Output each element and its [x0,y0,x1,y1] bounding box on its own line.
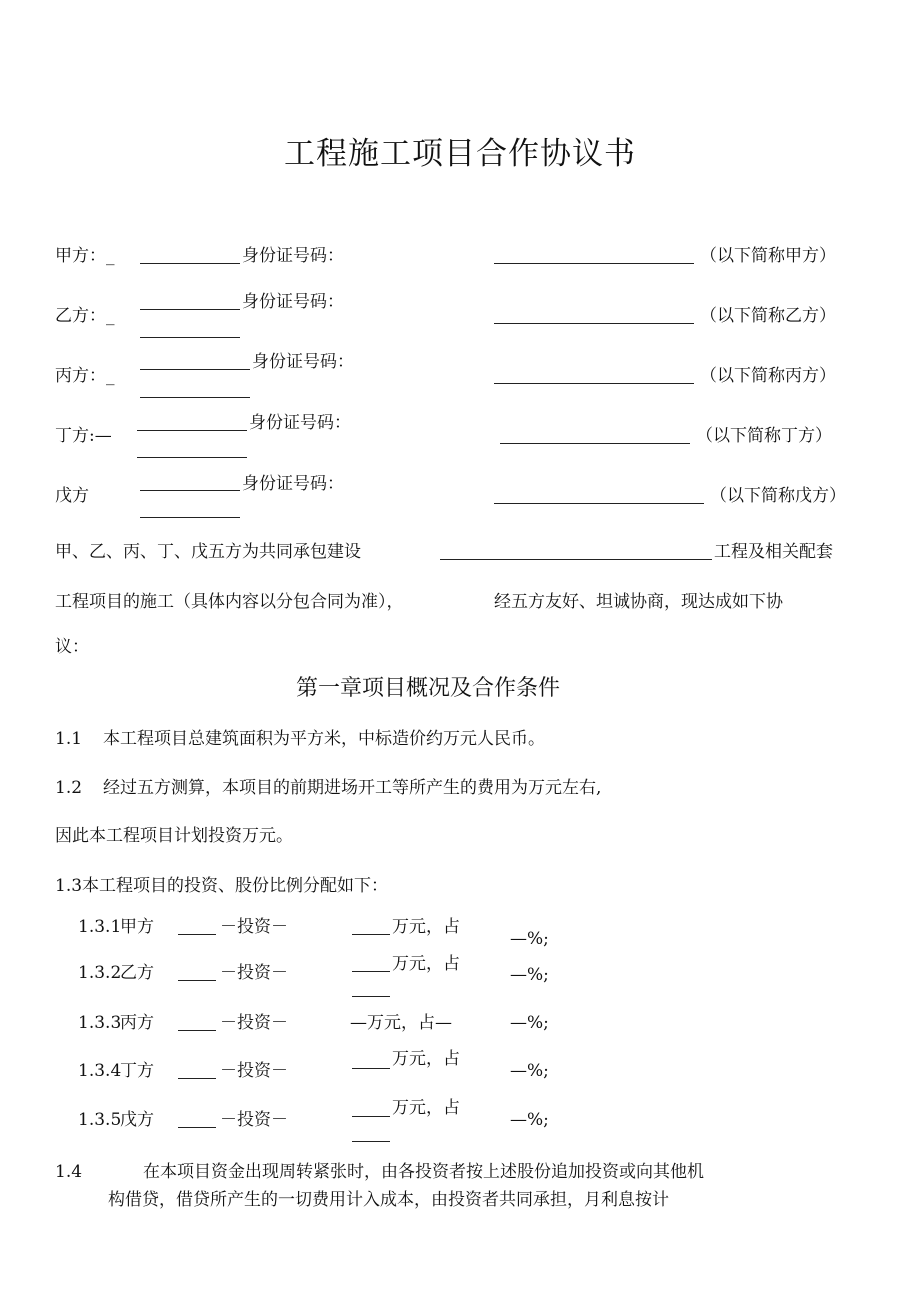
clause-1-3-1-invest-label: －投资－ [220,917,288,937]
clause-1-3-2-amount-blank-low [352,996,390,997]
party-c-name-blank [140,397,250,398]
party-d-id-label: 身份证号码： [249,413,351,433]
intro-line1-start: 甲、乙、丙、丁、戊五方为共同承包建设 [55,542,361,562]
intro-line1-end: 工程及相关配套 [714,542,833,562]
clause-1-3-5-amount-blank [352,1116,390,1117]
document-title: 工程施工项目合作协议书 [284,136,636,172]
clause-1-3-text: 1.3本工程项目的投资、股份比例分配如下： [55,876,389,896]
clause-1-3-2-invest-label: －投资－ [220,963,288,983]
clause-1-3-3-party: 丙方 [120,1013,154,1033]
clause-1-3-3-number: 1.3.3 [78,1013,122,1033]
clause-1-3-5-party: 戊方 [120,1110,154,1130]
clause-1-3-5-amount-blank-low [352,1141,390,1142]
clause-1-3-4-number: 1.3.4 [78,1061,122,1081]
clause-1-3-2-amount-blank [352,971,390,972]
clause-1-3-1-percent: —%; [510,929,549,949]
clause-1-3-5-blank [178,1127,216,1128]
clause-1-3-1-number: 1.3.1 [78,917,122,937]
clause-1-3-5-invest-label: －投资－ [220,1110,288,1130]
party-a-id-blank [494,263,694,264]
clause-1-4-number: 1.4 [55,1162,83,1182]
party-b-name-blank [140,337,240,338]
party-a-label: 甲方：_ [55,246,115,266]
party-e-id-label: 身份证号码： [242,474,344,494]
party-b-label: 乙方：_ [55,306,115,326]
clause-1-3-1-amount-blank [352,934,390,935]
party-d-name-blank-top [137,430,247,431]
party-b-id-label: 身份证号码： [242,292,344,312]
clause-1-3-3-blank [178,1030,216,1031]
clause-1-4-text: 在本项目资金出现周转紧张时，由各投资者按上述股份追加投资或向其他机 [143,1162,704,1182]
party-e-alias: （以下简称戊方） [710,486,846,506]
clause-1-3-3-invest-label: －投资－ [220,1013,288,1033]
clause-1-3-3-percent: —%; [510,1013,549,1033]
clause-1-3-2-percent: —%; [510,965,549,985]
clause-1-3-3-amount-label: —万元，占— [350,1013,452,1033]
party-c-id-blank [494,383,694,384]
party-d-id-blank [500,443,690,444]
intro-line2-start: 工程项目的施工（具体内容以分包合同为准）， [55,592,404,612]
party-c-id-label: 身份证号码： [252,352,354,372]
clause-1-2-continued: 因此本工程项目计划投资万元。 [55,826,293,846]
clause-1-3-1-amount-label: 万元，占 [392,917,460,937]
party-d-name-blank [137,457,247,458]
clause-1-3-1-party: 甲方 [120,917,154,937]
chapter-1-title: 第一章项目概况及合作条件 [295,676,560,701]
clause-1-1-number: 1.1 [55,729,83,749]
clause-1-3-4-invest-label: －投资－ [220,1061,288,1081]
party-e-id-blank [494,503,704,504]
party-d-alias: （以下简称丁方） [696,426,832,446]
clause-1-3-5-percent: —%; [510,1110,549,1130]
party-b-name-blank-top [140,309,240,310]
party-b-id-blank [494,323,694,324]
party-e-name-blank [140,517,240,518]
clause-1-3-2-blank [178,980,216,981]
project-name-blank [440,559,712,560]
clause-1-3-2-party: 乙方 [120,963,154,983]
party-e-label: 戊方 [55,486,89,506]
clause-1-3-4-blank [178,1078,216,1079]
clause-1-3-2-amount-label: 万元，占 [392,954,460,974]
party-d-label: 丁方:— [55,426,112,446]
party-c-name-blank-top [140,369,250,370]
intro-line3: 议： [55,637,89,657]
clause-1-3-4-amount-blank [352,1068,390,1069]
party-a-name-blank [140,263,240,264]
party-b-alias: （以下简称乙方） [700,306,836,326]
party-a-alias: （以下简称甲方） [700,246,836,266]
clause-1-3-4-party: 丁方 [120,1061,154,1081]
party-c-alias: （以下简称丙方） [700,366,836,386]
party-c-label: 丙方：_ [55,366,115,386]
intro-line2-end: 经五方友好、坦诚协商，现达成如下协 [494,592,783,612]
clause-1-3-5-number: 1.3.5 [78,1110,122,1130]
clause-1-2-number: 1.2 [55,778,83,798]
clause-1-3-4-amount-label: 万元，占 [392,1049,460,1069]
clause-1-2-text: 经过五方测算，本项目的前期进场开工等所产生的费用为万元左右, [103,778,602,798]
party-e-name-blank-top [140,490,240,491]
clause-1-1-text: 本工程项目总建筑面积为平方米，中标造价约万元人民币。 [103,729,545,749]
clause-1-4-continued: 构借贷，借贷所产生的一切费用计入成本，由投资者共同承担，月利息按计 [108,1190,669,1210]
party-a-id-label: 身份证号码： [242,246,344,266]
clause-1-3-4-percent: —%; [510,1061,549,1081]
clause-1-3-5-amount-label: 万元，占 [392,1098,460,1118]
clause-1-3-1-blank [178,934,216,935]
clause-1-3-2-number: 1.3.2 [78,963,122,983]
